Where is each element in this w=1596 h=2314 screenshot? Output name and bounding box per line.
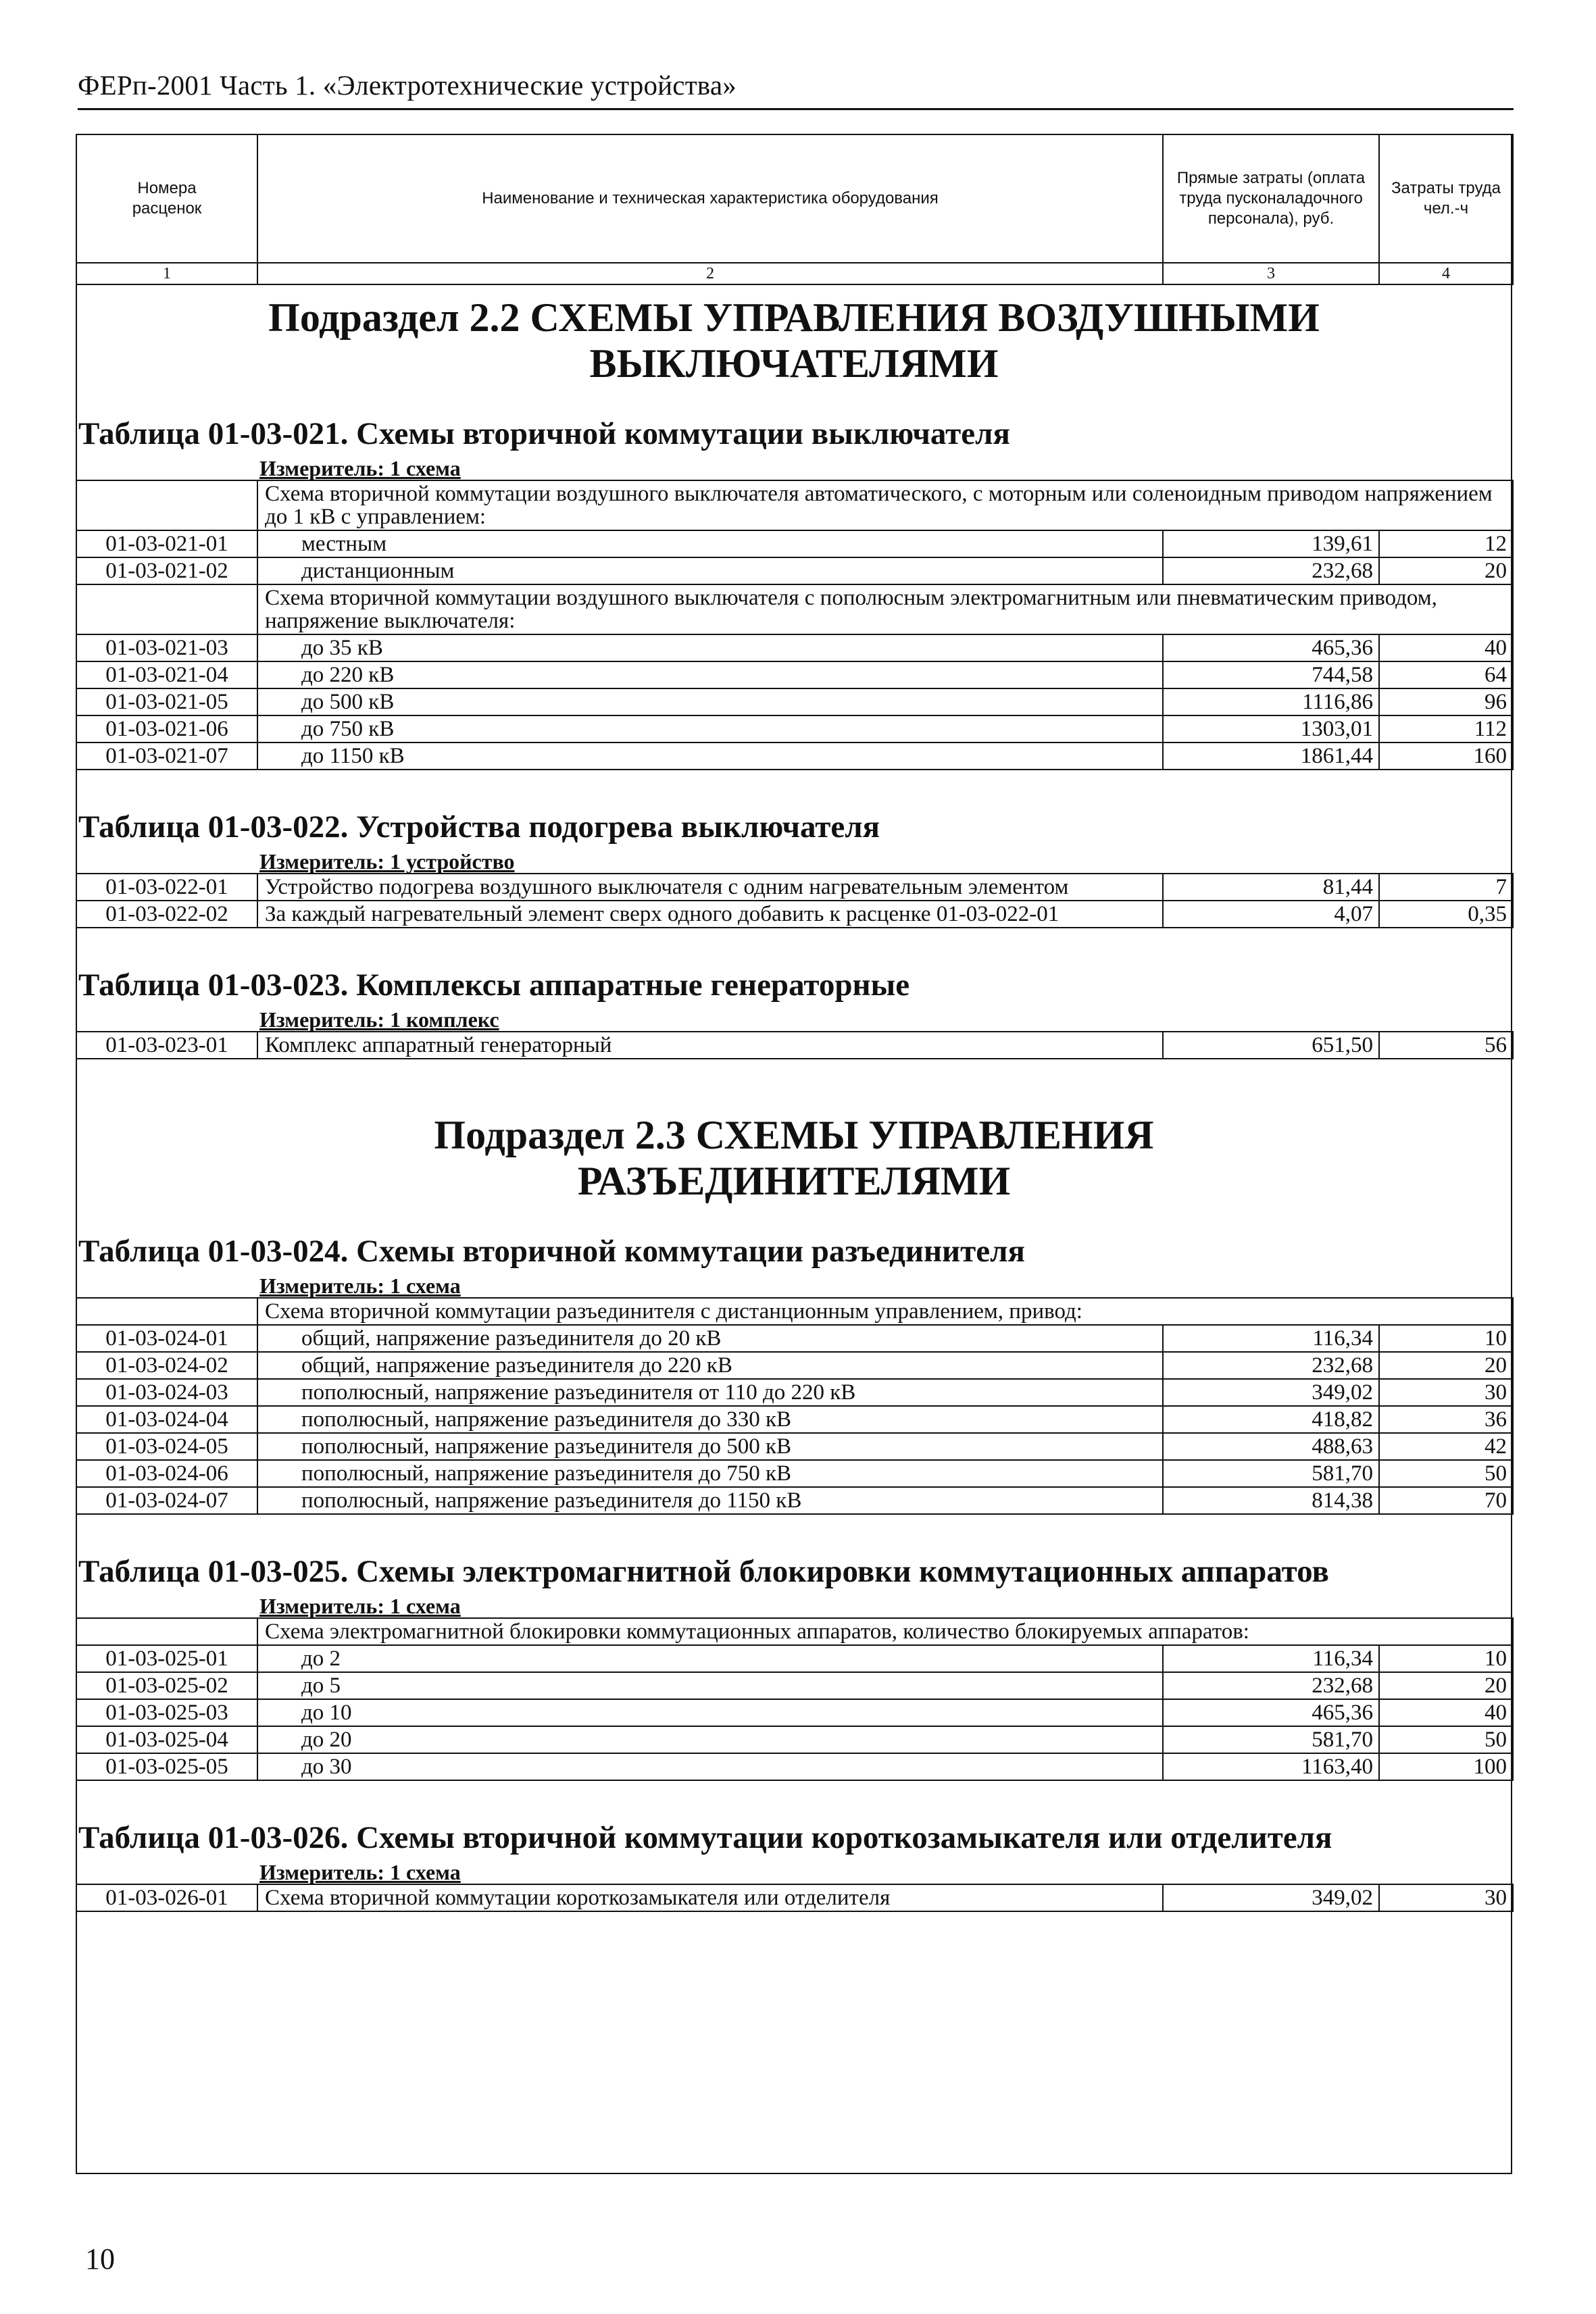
running-header: ФЕРп-2001 Часть 1. «Электротехнические устройства»	[78, 70, 737, 101]
direct-cost: 418,82	[1163, 1406, 1379, 1433]
rate-name: до 2	[257, 1645, 1163, 1672]
labor-cost: 50	[1379, 1460, 1513, 1487]
table-meter	[76, 1861, 1512, 1884]
meter-label: Измеритель: 1 схема	[259, 456, 461, 480]
table-meter	[76, 1274, 1512, 1297]
group-empty-cell	[76, 1618, 257, 1645]
rate-code: 01-03-024-04	[76, 1406, 257, 1433]
col-number: 4	[1379, 263, 1513, 284]
col-header-codes: Номера расценок	[76, 134, 257, 263]
direct-cost: 1163,40	[1163, 1753, 1379, 1780]
rate-name: общий, напряжение разъединителя до 220 кВ	[257, 1352, 1163, 1379]
table-row	[76, 1379, 1513, 1406]
labor-cost: 40	[1379, 1699, 1513, 1726]
table-row	[76, 1699, 1513, 1726]
direct-cost: 651,50	[1163, 1032, 1379, 1059]
group-text: Схема вторичной коммутации воздушного выключателя автоматического, с моторным или соленоидным приводом напряжением до 1 кВ с управлением:	[257, 480, 1513, 530]
table-title: Таблица 01-03-025. Схемы электромагнитной блокировки коммутационных аппаратов	[78, 1554, 1329, 1589]
labor-cost: 7	[1379, 874, 1513, 901]
rate-code: 01-03-022-02	[76, 901, 257, 928]
rate-name: дистанционным	[257, 557, 1163, 584]
group-row	[76, 1298, 1513, 1325]
direct-cost: 349,02	[1163, 1379, 1379, 1406]
page-number: 10	[85, 2242, 115, 2275]
rate-name: до 30	[257, 1753, 1163, 1780]
group-empty-cell	[76, 584, 257, 634]
labor-cost: 112	[1379, 715, 1513, 743]
labor-cost: 100	[1379, 1753, 1513, 1780]
table-title: Таблица 01-03-021. Схемы вторичной коммутации выключателя	[78, 416, 1010, 451]
rate-code: 01-03-024-01	[76, 1325, 257, 1352]
direct-cost: 744,58	[1163, 661, 1379, 688]
direct-cost: 1303,01	[1163, 715, 1379, 743]
column-header-table	[76, 134, 1514, 285]
rate-code: 01-03-025-02	[76, 1672, 257, 1699]
rate-name: до 20	[257, 1726, 1163, 1753]
col-number: 3	[1163, 263, 1379, 284]
subsection-heading: Подраздел 2.3 СХЕМЫ УПРАВЛЕНИЯ РАЗЪЕДИНИТЕЛЯМИ	[434, 1113, 1154, 1203]
table-row	[76, 1460, 1513, 1487]
table-row	[76, 661, 1513, 688]
table-meter	[76, 1594, 1512, 1617]
direct-cost: 116,34	[1163, 1645, 1379, 1672]
table-title: Таблица 01-03-022. Устройства подогрева выключателя	[78, 809, 880, 845]
direct-cost: 81,44	[1163, 874, 1379, 901]
rate-table	[76, 1031, 1514, 1059]
meter-label: Измеритель: 1 схема	[259, 1860, 461, 1884]
table-row	[76, 874, 1513, 901]
meter-label: Измеритель: 1 устройство	[259, 849, 515, 874]
rate-table	[76, 1884, 1514, 1912]
rate-code: 01-03-024-02	[76, 1352, 257, 1379]
direct-cost: 814,38	[1163, 1487, 1379, 1514]
table-row	[76, 557, 1513, 584]
labor-cost: 12	[1379, 530, 1513, 557]
rate-code: 01-03-024-03	[76, 1379, 257, 1406]
rate-name: до 5	[257, 1672, 1163, 1699]
rate-code: 01-03-021-05	[76, 688, 257, 715]
rate-code: 01-03-021-01	[76, 530, 257, 557]
table-row	[76, 1487, 1513, 1514]
labor-cost: 30	[1379, 1884, 1513, 1911]
table-row	[76, 688, 1513, 715]
table-row	[76, 1406, 1513, 1433]
group-text: Схема вторичной коммутации воздушного выключателя с пополюсным электромагнитным или пневматическим приводом, напряжение выключателя:	[257, 584, 1513, 634]
table-row	[76, 1325, 1513, 1352]
direct-cost: 581,70	[1163, 1460, 1379, 1487]
col-number: 2	[257, 263, 1163, 284]
col-header-name: Наименование и техническая характеристика оборудования	[257, 134, 1163, 263]
rate-code: 01-03-021-06	[76, 715, 257, 743]
group-text: Схема электромагнитной блокировки коммутационных аппаратов, количество блокируемых аппаратов:	[257, 1618, 1513, 1645]
direct-cost: 349,02	[1163, 1884, 1379, 1911]
direct-cost: 465,36	[1163, 634, 1379, 661]
rate-name: пополюсный, напряжение разъединителя до 750 кВ	[257, 1460, 1163, 1487]
rate-name: За каждый нагревательный элемент сверх одного добавить к расценке 01-03-022-01	[257, 901, 1163, 928]
rate-code: 01-03-024-06	[76, 1460, 257, 1487]
rate-code: 01-03-021-07	[76, 743, 257, 770]
table-row	[76, 1645, 1513, 1672]
rate-name: до 10	[257, 1699, 1163, 1726]
rate-code: 01-03-026-01	[76, 1884, 257, 1911]
labor-cost: 56	[1379, 1032, 1513, 1059]
labor-cost: 40	[1379, 634, 1513, 661]
direct-cost: 1861,44	[1163, 743, 1379, 770]
rate-table	[76, 480, 1514, 770]
labor-cost: 96	[1379, 688, 1513, 715]
rate-code: 01-03-021-04	[76, 661, 257, 688]
direct-cost: 232,68	[1163, 557, 1379, 584]
rate-table	[76, 1297, 1514, 1515]
labor-cost: 20	[1379, 1352, 1513, 1379]
rate-code: 01-03-024-05	[76, 1433, 257, 1460]
group-text: Схема вторичной коммутации разъединителя с дистанционным управлением, привод:	[257, 1298, 1513, 1325]
direct-cost: 232,68	[1163, 1672, 1379, 1699]
direct-cost: 488,63	[1163, 1433, 1379, 1460]
group-empty-cell	[76, 1298, 257, 1325]
col-header-cost: Прямые затраты (оплата труда пусконаладочного персонала), руб.	[1163, 134, 1379, 263]
meter-label: Измеритель: 1 схема	[259, 1274, 461, 1298]
group-row	[76, 584, 1513, 634]
rate-name: пополюсный, напряжение разъединителя до 500 кВ	[257, 1433, 1163, 1460]
table-meter	[76, 850, 1512, 873]
direct-cost: 116,34	[1163, 1325, 1379, 1352]
direct-cost: 581,70	[1163, 1726, 1379, 1753]
rate-table	[76, 1617, 1514, 1781]
direct-cost: 232,68	[1163, 1352, 1379, 1379]
group-row	[76, 480, 1513, 530]
rate-table	[76, 873, 1514, 928]
table-row	[76, 1672, 1513, 1699]
table-title: Таблица 01-03-026. Схемы вторичной коммутации короткозамыкателя или отделителя	[78, 1820, 1332, 1855]
labor-cost: 20	[1379, 1672, 1513, 1699]
labor-cost: 36	[1379, 1406, 1513, 1433]
subsection-heading: Подраздел 2.2 СХЕМЫ УПРАВЛЕНИЯ ВОЗДУШНЫМИ ВЫКЛЮЧАТЕЛЯМИ	[268, 295, 1320, 386]
col-number: 1	[76, 263, 257, 284]
labor-cost: 30	[1379, 1379, 1513, 1406]
labor-cost: 10	[1379, 1645, 1513, 1672]
rate-name: до 1150 кВ	[257, 743, 1163, 770]
group-empty-cell	[76, 480, 257, 530]
labor-cost: 50	[1379, 1726, 1513, 1753]
rate-name: до 220 кВ	[257, 661, 1163, 688]
rate-name: общий, напряжение разъединителя до 20 кВ	[257, 1325, 1163, 1352]
meter-label: Измеритель: 1 комплекс	[259, 1007, 499, 1032]
rate-code: 01-03-021-02	[76, 557, 257, 584]
document-body	[76, 286, 1512, 1912]
rate-name: до 750 кВ	[257, 715, 1163, 743]
table-row	[76, 634, 1513, 661]
labor-cost: 42	[1379, 1433, 1513, 1460]
table-row	[76, 743, 1513, 770]
labor-cost: 10	[1379, 1325, 1513, 1352]
meter-label: Измеритель: 1 схема	[259, 1594, 461, 1618]
rate-code: 01-03-023-01	[76, 1032, 257, 1059]
table-row	[76, 530, 1513, 557]
rate-name: местным	[257, 530, 1163, 557]
labor-cost: 70	[1379, 1487, 1513, 1514]
rate-name: до 500 кВ	[257, 688, 1163, 715]
rate-code: 01-03-022-01	[76, 874, 257, 901]
table-meter	[76, 457, 1512, 480]
labor-cost: 64	[1379, 661, 1513, 688]
rate-code: 01-03-025-04	[76, 1726, 257, 1753]
table-row	[76, 1726, 1513, 1753]
labor-cost: 0,35	[1379, 901, 1513, 928]
rate-name: Комплекс аппаратный генераторный	[257, 1032, 1163, 1059]
direct-cost: 1116,86	[1163, 688, 1379, 715]
table-title: Таблица 01-03-023. Комплексы аппаратные генераторные	[78, 967, 910, 1003]
labor-cost: 160	[1379, 743, 1513, 770]
direct-cost: 4,07	[1163, 901, 1379, 928]
rate-code: 01-03-025-05	[76, 1753, 257, 1780]
rate-code: 01-03-025-03	[76, 1699, 257, 1726]
direct-cost: 465,36	[1163, 1699, 1379, 1726]
table-meter	[76, 1008, 1512, 1031]
table-row	[76, 1032, 1513, 1059]
table-row	[76, 1884, 1513, 1911]
table-row	[76, 715, 1513, 743]
rate-name: пополюсный, напряжение разъединителя от 110 до 220 кВ	[257, 1379, 1163, 1406]
col-header-labor: Затраты труда чел.-ч	[1379, 134, 1513, 263]
rate-name: Устройство подогрева воздушного выключателя с одним нагревательным элементом	[257, 874, 1163, 901]
rate-name: до 35 кВ	[257, 634, 1163, 661]
rate-name: пополюсный, напряжение разъединителя до 1150 кВ	[257, 1487, 1163, 1514]
table-title: Таблица 01-03-024. Схемы вторичной коммутации разъединителя	[78, 1234, 1025, 1269]
rate-code: 01-03-024-07	[76, 1487, 257, 1514]
rate-name: пополюсный, напряжение разъединителя до 330 кВ	[257, 1406, 1163, 1433]
header-rule	[78, 108, 1514, 110]
table-row	[76, 1433, 1513, 1460]
group-row	[76, 1618, 1513, 1645]
table-row	[76, 901, 1513, 928]
rate-name: Схема вторичной коммутации короткозамыкателя или отделителя	[257, 1884, 1163, 1911]
rate-code: 01-03-021-03	[76, 634, 257, 661]
labor-cost: 20	[1379, 557, 1513, 584]
table-row	[76, 1753, 1513, 1780]
table-row	[76, 1352, 1513, 1379]
rate-code: 01-03-025-01	[76, 1645, 257, 1672]
direct-cost: 139,61	[1163, 530, 1379, 557]
